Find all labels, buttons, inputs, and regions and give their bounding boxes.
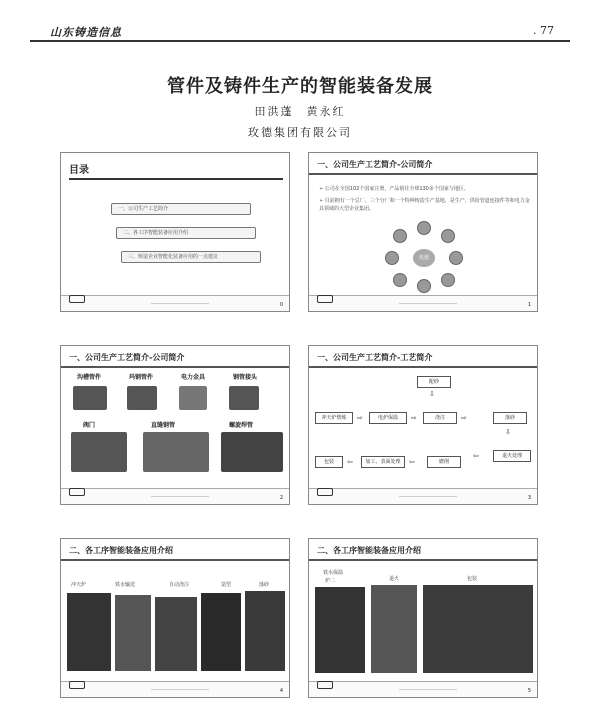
hub-node: 玫德 — [413, 249, 435, 267]
stage-label: 自动浇注 — [169, 582, 190, 588]
product-label: 玛钢管件 — [128, 374, 153, 381]
slide-footer — [309, 681, 537, 697]
arrow-right-icon: ⇨ — [411, 414, 417, 422]
slide-title: 一、公司生产工艺简介-公司简介 — [69, 353, 185, 362]
product-image — [71, 432, 127, 472]
product-label: 钢管接头 — [232, 374, 257, 381]
network-node — [393, 229, 407, 243]
arrow-down-icon: ⇩ — [505, 428, 511, 436]
equipment-photo — [245, 591, 285, 671]
company-logo-icon — [317, 295, 333, 303]
title-rule — [309, 559, 537, 561]
product-label: 沟槽管件 — [76, 374, 101, 381]
slide-title: 二、各工序智能装备应用介绍 — [69, 546, 173, 555]
toc-item: 一、公司生产工艺简介 — [111, 203, 251, 215]
arrow-down-icon: ⇩ — [429, 390, 435, 398]
product-image — [127, 386, 157, 410]
footer-rule — [399, 496, 457, 497]
process-step: 加工、表面处理 — [361, 456, 405, 468]
stage-label: 冲天炉 — [71, 582, 87, 588]
slide-equipment-1 — [60, 538, 290, 698]
company-logo-icon — [69, 295, 85, 303]
slide-footer — [61, 488, 289, 504]
title-rule — [61, 559, 289, 561]
product-image — [221, 432, 283, 472]
slide-footer — [61, 681, 289, 697]
slide-title: 一、公司生产工艺简介-工艺简介 — [317, 353, 433, 362]
bullet: ➢ 公司在全国102个国家注册，产品销往全球130多个国家与地区。 — [319, 186, 469, 192]
network-node — [441, 273, 455, 287]
stage-label: 造型 — [221, 582, 232, 588]
process-step: 电炉保温 — [369, 412, 407, 424]
arrow-left-icon: ⇦ — [473, 452, 479, 460]
slide-process-flow — [308, 345, 538, 505]
slide-title: 二、各工序智能装备应用介绍 — [317, 546, 421, 555]
slide-footer — [309, 488, 537, 504]
journal-name: 山东铸造信息 — [50, 26, 122, 39]
slide-footer — [61, 295, 289, 311]
slide-toc — [60, 152, 290, 312]
slide-number: 5 — [527, 688, 531, 694]
equipment-photo — [67, 593, 111, 671]
footer-rule — [151, 496, 209, 497]
toc-title: 目录 — [69, 161, 283, 180]
product-image — [143, 432, 209, 472]
slide-company-intro — [308, 152, 538, 312]
stage-label: 落砂 — [259, 582, 270, 588]
process-step: 退火处理 — [493, 450, 531, 462]
product-image — [179, 386, 207, 410]
equipment-photo — [201, 593, 241, 671]
arrow-left-icon: ⇦ — [409, 458, 415, 466]
stage-label: 退火 — [389, 576, 400, 582]
product-label: 电力金具 — [180, 374, 205, 381]
footer-rule — [399, 689, 457, 690]
equipment-photo — [423, 585, 533, 673]
toc-item: 三、铸造企业智能化装备应用的一点建议 — [121, 251, 261, 263]
process-step: 磨削 — [427, 456, 461, 468]
network-node — [417, 279, 431, 293]
bullet: ➢ 目前拥有一个总厂、三个分厂和一个特种铸造生产基地，是生产、供给管道连接件等和电力金具领域的大型企业集团。 — [319, 198, 530, 212]
arrow-right-icon: ⇨ — [357, 414, 363, 422]
arrow-left-icon: ⇦ — [347, 458, 353, 466]
slide-products — [60, 345, 290, 505]
toc-item: 二、各工序智能装备应用介绍 — [116, 227, 256, 239]
stage-label: 铁水输送 — [115, 582, 136, 588]
footer-rule — [151, 303, 209, 304]
arrow-right-icon: ⇨ — [461, 414, 467, 422]
equipment-photo — [315, 587, 365, 673]
stage-label: 铁水保温 — [323, 570, 344, 576]
equipment-photo — [371, 585, 417, 673]
process-step: 包装 — [315, 456, 343, 468]
company-logo-icon — [317, 488, 333, 496]
page-number: . 77 — [533, 24, 554, 37]
equipment-photo — [115, 595, 151, 671]
slide-number: 2 — [279, 495, 283, 501]
article-authors: 田洪蓬 黄永红 — [254, 105, 346, 118]
slide-equipment-2 — [308, 538, 538, 698]
network-node — [393, 273, 407, 287]
title-rule — [309, 173, 537, 175]
process-step: 配砂 — [417, 376, 451, 388]
process-step: 浇注 — [423, 412, 457, 424]
stage-label: 包装 — [467, 576, 478, 582]
product-label: 螺旋焊管 — [228, 422, 253, 429]
product-label: 直缝钢管 — [150, 422, 175, 429]
slide-number: 1 — [527, 302, 531, 308]
company-logo-icon — [69, 681, 85, 689]
slide-footer — [309, 295, 537, 311]
process-step: 落砂 — [493, 412, 527, 424]
article-title: 管件及铸件生产的智能装备发展 — [167, 76, 433, 97]
slide-number: 4 — [279, 688, 283, 694]
product-image — [73, 386, 107, 410]
product-image — [229, 386, 259, 410]
equipment-photo — [155, 597, 197, 671]
company-logo-icon — [317, 681, 333, 689]
footer-rule — [151, 689, 209, 690]
page-header — [30, 20, 570, 42]
title-rule — [61, 366, 289, 368]
footer-rule — [399, 303, 457, 304]
article-affiliation: 玫德集团有限公司 — [248, 126, 352, 139]
title-rule — [309, 366, 537, 368]
network-node — [441, 229, 455, 243]
network-node — [385, 251, 399, 265]
network-node — [449, 251, 463, 265]
process-step: 冲天炉熔炼 — [315, 412, 353, 424]
slide-number: 0 — [279, 302, 283, 308]
company-logo-icon — [69, 488, 85, 496]
network-node — [417, 221, 431, 235]
stage-label: 炉二 — [325, 578, 336, 584]
slide-title: 一、公司生产工艺简介-公司简介 — [317, 160, 433, 169]
slide-number: 3 — [527, 495, 531, 501]
product-label: 阀门 — [82, 422, 95, 429]
